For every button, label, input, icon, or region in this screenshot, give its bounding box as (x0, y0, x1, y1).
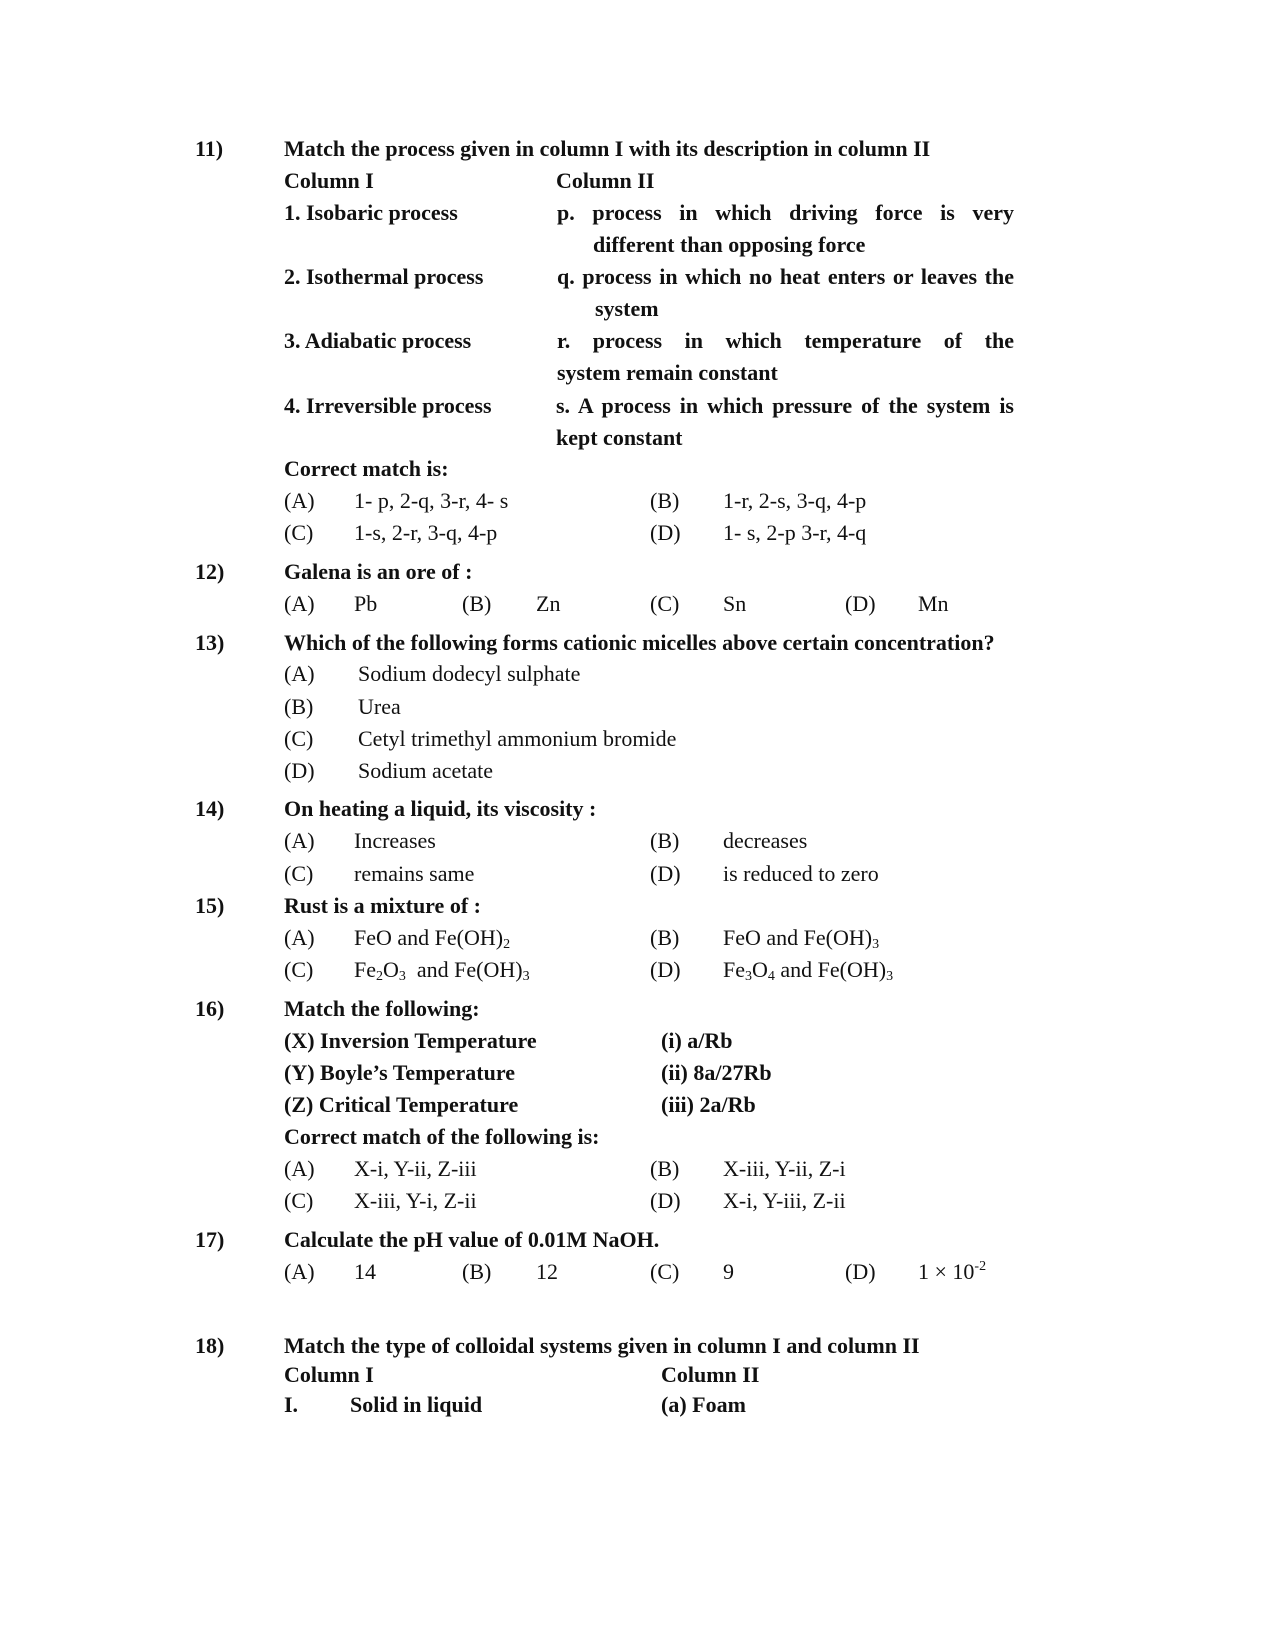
option-label: (B) (650, 925, 680, 950)
option-d: Sodium acetate (358, 758, 494, 783)
question-text: Which of the following forms cationic micelles above certain concentration? (284, 630, 995, 655)
option-a: 1- p, 2-q, 3-r, 4- s (354, 488, 509, 513)
option-d: is reduced to zero (723, 861, 879, 886)
option-label: (A) (284, 1156, 315, 1181)
option-label: (D) (845, 1259, 876, 1284)
option-label: (B) (462, 591, 492, 616)
question-number: 17) (195, 1227, 225, 1252)
question-text: Galena is an ore of : (284, 559, 473, 584)
column-header: Column I (284, 1362, 374, 1387)
question-text: Rust is a mixture of : (284, 893, 481, 918)
option-b: 12 (536, 1259, 558, 1284)
option-label: (C) (650, 591, 680, 616)
option-label: (B) (650, 828, 680, 853)
question-text: On heating a liquid, its viscosity : (284, 796, 597, 821)
option-label: (C) (284, 1188, 314, 1213)
option-b: decreases (723, 828, 808, 853)
question-number: 15) (195, 893, 225, 918)
match-description: q. process in which no heat enters or leaves the (557, 264, 1014, 289)
option-label: (B) (462, 1259, 492, 1284)
option-c: Sn (723, 591, 747, 616)
column-header: Column II (556, 168, 655, 193)
option-label: (A) (284, 488, 315, 513)
option-a: FeO and $Fe(OH)_2$ (354, 925, 511, 952)
match-item: 4. Irreversible process (284, 393, 492, 418)
option-b: 1-r, 2-s, 3-q, 4-p (723, 488, 867, 513)
correct-match-label: Correct match of the following is: (284, 1124, 600, 1149)
match-item: (Z) Critical Temperature (284, 1092, 519, 1117)
option-b: Urea (358, 694, 401, 719)
match-description: kept constant (556, 425, 683, 450)
option-label: (D) (650, 520, 681, 545)
option-label: (D) (650, 861, 681, 886)
option-label: (D) (845, 591, 876, 616)
option-c: X-iii, Y-i, Z-ii (354, 1188, 477, 1213)
question-number: 18) (195, 1333, 225, 1358)
option-label: (A) (284, 591, 315, 616)
option-label: (B) (284, 694, 314, 719)
option-label: (C) (284, 520, 314, 545)
match-description: (ii) 8a/27Rb (661, 1060, 772, 1085)
match-description: (a) Foam (661, 1392, 746, 1417)
option-c: Cetyl trimethyl ammonium bromide (358, 726, 677, 751)
option-label: (D) (650, 1188, 681, 1213)
match-item: 1. Isobaric process (284, 200, 458, 225)
option-c: 9 (723, 1259, 734, 1284)
option-label: (A) (284, 828, 315, 853)
option-b: Zn (536, 591, 561, 616)
option-a: 14 (354, 1259, 376, 1284)
option-d: X-i, Y-iii, Z-ii (723, 1188, 846, 1213)
question-number: 13) (195, 630, 225, 655)
question-text: Match the type of colloidal systems given in column I and column II (284, 1333, 920, 1358)
option-b: X-iii, Y-ii, Z-i (723, 1156, 846, 1181)
option-b: FeO and $Fe(OH)_3$ (723, 925, 880, 952)
match-item: Solid in liquid (350, 1392, 483, 1417)
option-label: (B) (650, 488, 680, 513)
option-label: (B) (650, 1156, 680, 1181)
question-text: Match the following: (284, 996, 480, 1021)
match-item: (Y) Boyle’s Temperature (284, 1060, 515, 1085)
option-label: (A) (284, 661, 315, 686)
option-a: X-i, Y-ii, Z-iii (354, 1156, 477, 1181)
option-label: (C) (284, 861, 314, 886)
match-description: (i) a/Rb (661, 1028, 733, 1053)
match-description: (iii) 2a/Rb (661, 1092, 756, 1117)
column-header: Column I (284, 168, 374, 193)
option-d: $1 \times 10^{-2}$ (918, 1259, 987, 1284)
question-text: Match the process given in column I with its description in column II (284, 136, 931, 161)
match-item-number: I. (284, 1392, 299, 1417)
option-d: 1- s, 2-p 3-r, 4-q (723, 520, 867, 545)
match-item: (X) Inversion Temperature (284, 1028, 537, 1053)
match-description: p. process in which driving force is very (557, 200, 1014, 225)
match-description: different than opposing force (593, 232, 866, 257)
option-a: Sodium dodecyl sulphate (358, 661, 581, 686)
option-label: (A) (284, 1259, 315, 1284)
question-number: 12) (195, 559, 225, 584)
option-label: (A) (284, 925, 315, 950)
option-label: (C) (284, 726, 314, 751)
correct-match-label: Correct match is: (284, 456, 449, 481)
match-item: 2. Isothermal process (284, 264, 484, 289)
option-d: $Fe_3O_4$ and $Fe(OH)_3$ (723, 957, 894, 984)
column-header: Column II (661, 1362, 760, 1387)
option-a: Increases (354, 828, 436, 853)
option-c: 1-s, 2-r, 3-q, 4-p (354, 520, 498, 545)
match-description: system remain constant (557, 360, 778, 385)
option-label: (C) (284, 957, 314, 982)
match-description: system (595, 296, 659, 321)
question-number: 14) (195, 796, 225, 821)
option-d: Mn (918, 591, 949, 616)
option-label: (C) (650, 1259, 680, 1284)
question-text: Calculate the pH value of 0.01M NaOH. (284, 1227, 660, 1252)
option-label: (D) (650, 957, 681, 982)
question-number: 11) (195, 136, 224, 161)
question-number: 16) (195, 996, 225, 1021)
option-c: $Fe_2O_3$ and $Fe(OH)_3$ (354, 957, 530, 984)
option-label: (D) (284, 758, 315, 783)
option-a: Pb (354, 591, 378, 616)
match-description: r. process in which temperature of the (557, 328, 1014, 353)
match-item: 3. Adiabatic process (284, 328, 472, 353)
match-description: s. A process in which pressure of the system is (556, 393, 1014, 418)
option-c: remains same (354, 861, 475, 886)
